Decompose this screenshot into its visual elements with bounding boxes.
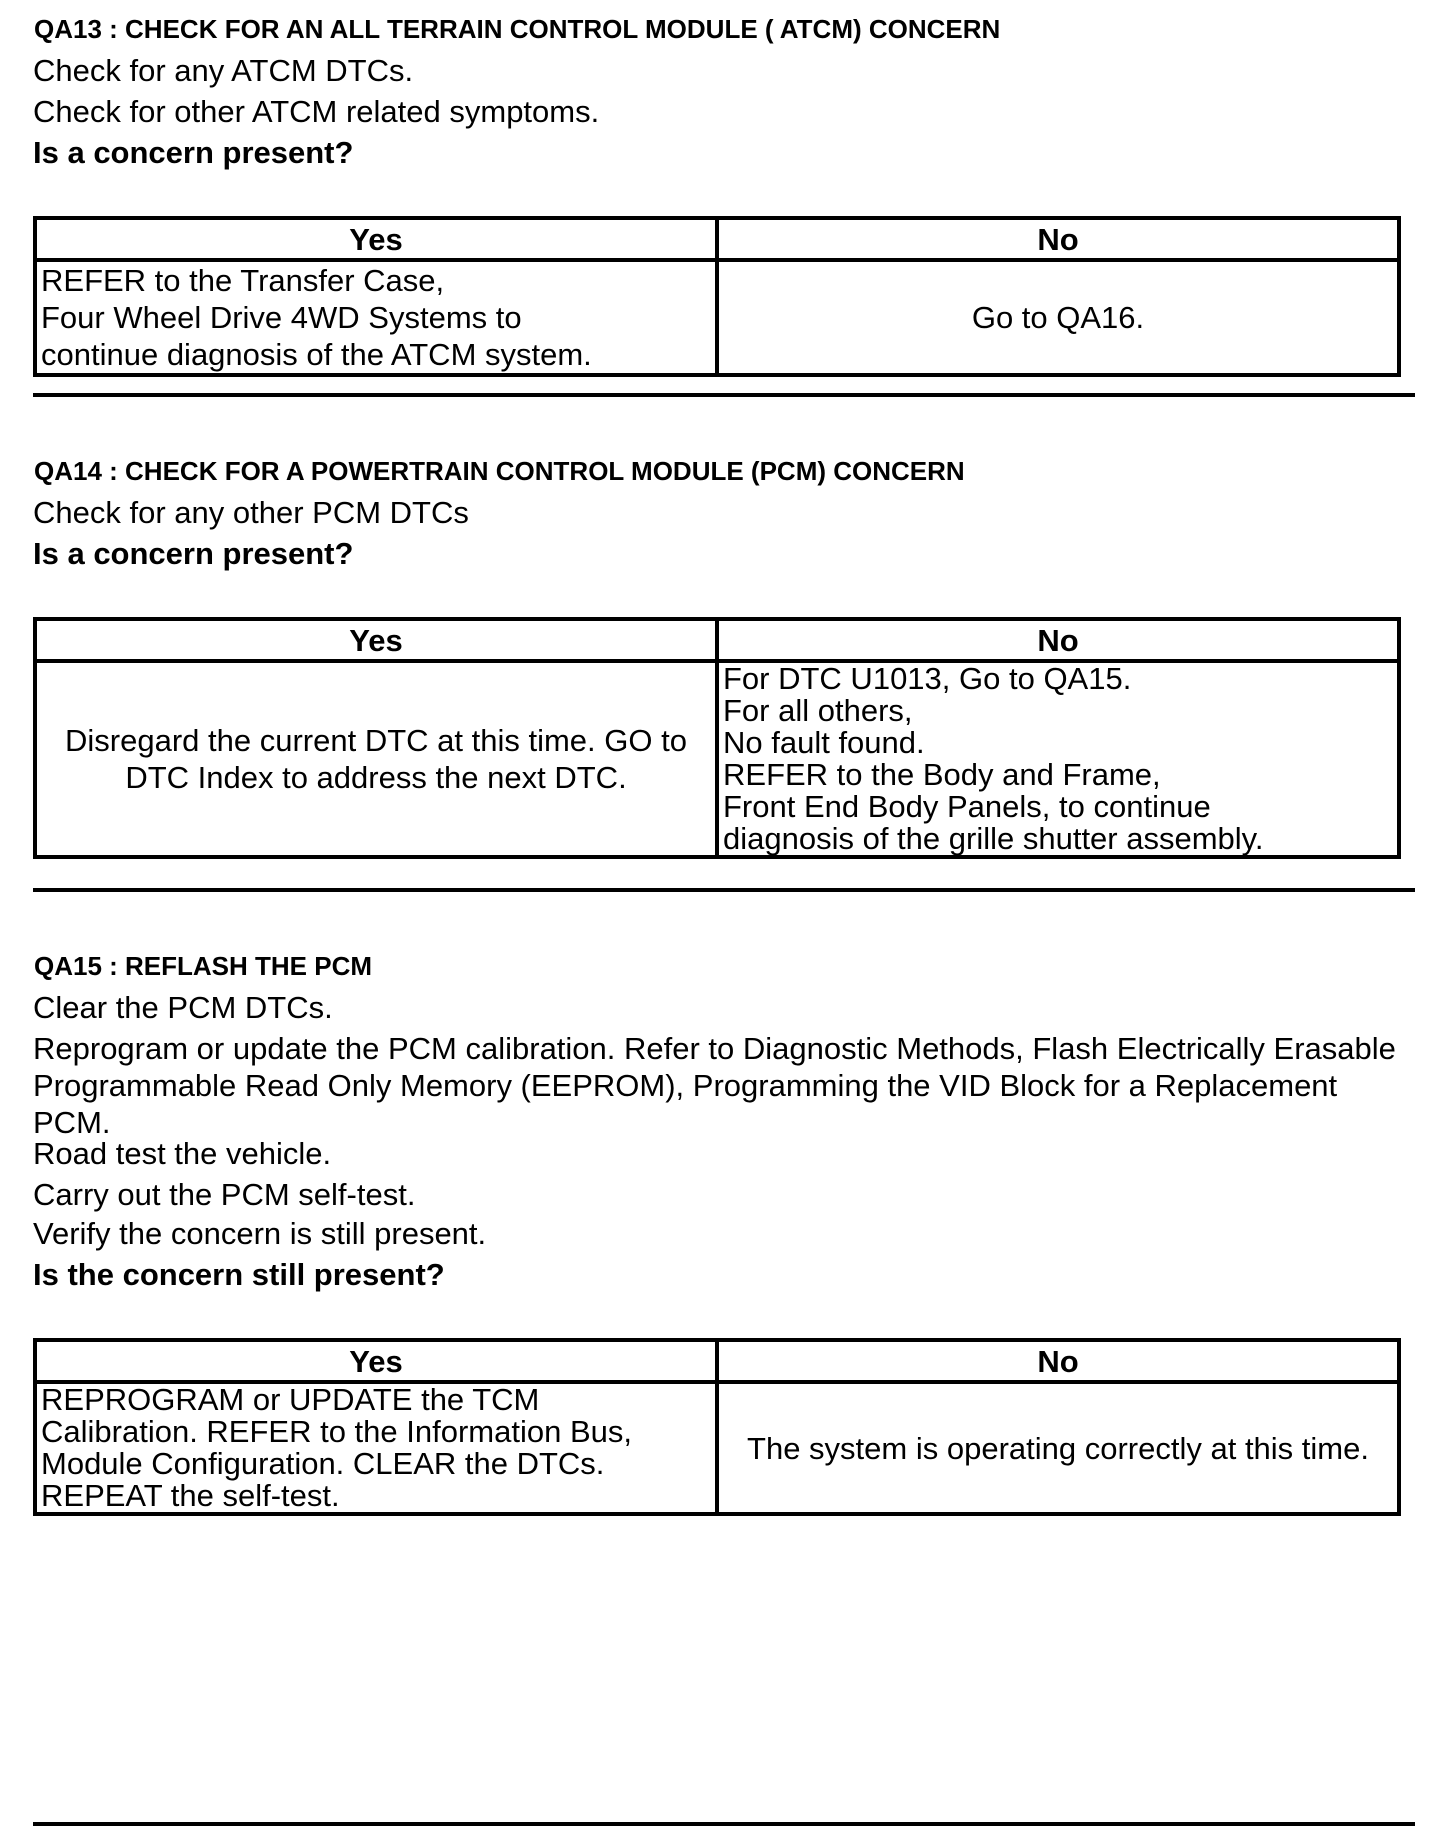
cell-line: Go to QA16. [971,300,1145,335]
yes-header: Yes [35,619,717,661]
cell-line: The system is operating correctly at this time. [747,1430,1369,1466]
step-text: Road test the vehicle. [33,1136,332,1171]
no-header: No [717,218,1399,260]
cell-line: Four Wheel Drive 4WD Systems to [41,300,522,335]
answer-table-qa14 [33,617,1401,859]
no-cell [717,661,1399,857]
cell-line: Module Configuration. CLEAR the DTCs. [41,1446,605,1481]
cell-line: No fault found. [723,725,925,760]
step-text: Check for any ATCM DTCs. [33,53,414,88]
question-text: Is the concern still present? [33,1257,445,1292]
cell-line: For all others, [723,693,913,728]
table-row [35,260,1399,375]
step-text: Clear the PCM DTCs. [33,990,333,1025]
yes-header: Yes [35,1340,717,1382]
cell-line: REFER to the Body and Frame, [723,757,1161,792]
step-text: Carry out the PCM self-test. [33,1177,416,1212]
cell-line: diagnosis of the grille shutter assembly. [723,821,1264,856]
yes-cell [35,260,717,375]
section-divider [33,1822,1415,1826]
cell-line: REPEAT the self-test. [41,1478,340,1513]
yes-cell [35,1382,717,1514]
step-text: Reprogram or update the PCM calibration. Refer to Diagnostic Methods, Flash Electrically Erasable Programmable Read Only Memory (EEPROM), Programming the VID Block for a Replacement PCM. [33,1031,1396,1140]
section-heading-qa15: QA15 : REFLASH THE PCM [34,951,373,981]
section-divider [33,888,1415,892]
question-text: Is a concern present? [33,135,354,170]
step-text: Verify the concern is still present. [33,1216,487,1251]
no-header: No [717,1340,1399,1382]
cell-line: Front End Body Panels, to continue [723,789,1211,824]
cell-line: REFER to the Transfer Case, [41,263,445,298]
answer-table-qa13 [33,216,1401,377]
table-header-row [35,1340,1399,1382]
no-header: No [717,619,1399,661]
table-header-row [35,619,1399,661]
table-row [35,1382,1399,1514]
no-cell [717,1382,1399,1514]
yes-cell [35,661,717,857]
no-cell [717,260,1399,375]
section-divider [33,393,1415,397]
step-text: Check for any other PCM DTCs [33,495,469,530]
cell-line: For DTC U1013, Go to QA15. [723,661,1132,696]
cell-line: REPROGRAM or UPDATE the TCM [41,1382,540,1417]
answer-table-qa15 [33,1338,1401,1516]
cell-line: Disregard the current DTC at this time. GO to [65,723,687,758]
cell-line: continue diagnosis of the ATCM system. [41,337,592,372]
yes-header: Yes [35,218,717,260]
section-heading-qa14: QA14 : CHECK FOR A POWERTRAIN CONTROL MODULE (PCM) CONCERN [34,456,965,486]
cell-line: Calibration. REFER to the Information Bus, [41,1414,632,1449]
step-text: Check for other ATCM related symptoms. [33,94,600,129]
table-header-row [35,218,1399,260]
section-heading-qa13: QA13 : CHECK FOR AN ALL TERRAIN CONTROL MODULE ( ATCM) CONCERN [34,14,1001,44]
question-text: Is a concern present? [33,536,354,571]
table-row [35,661,1399,857]
cell-line: DTC Index to address the next DTC. [125,760,627,795]
